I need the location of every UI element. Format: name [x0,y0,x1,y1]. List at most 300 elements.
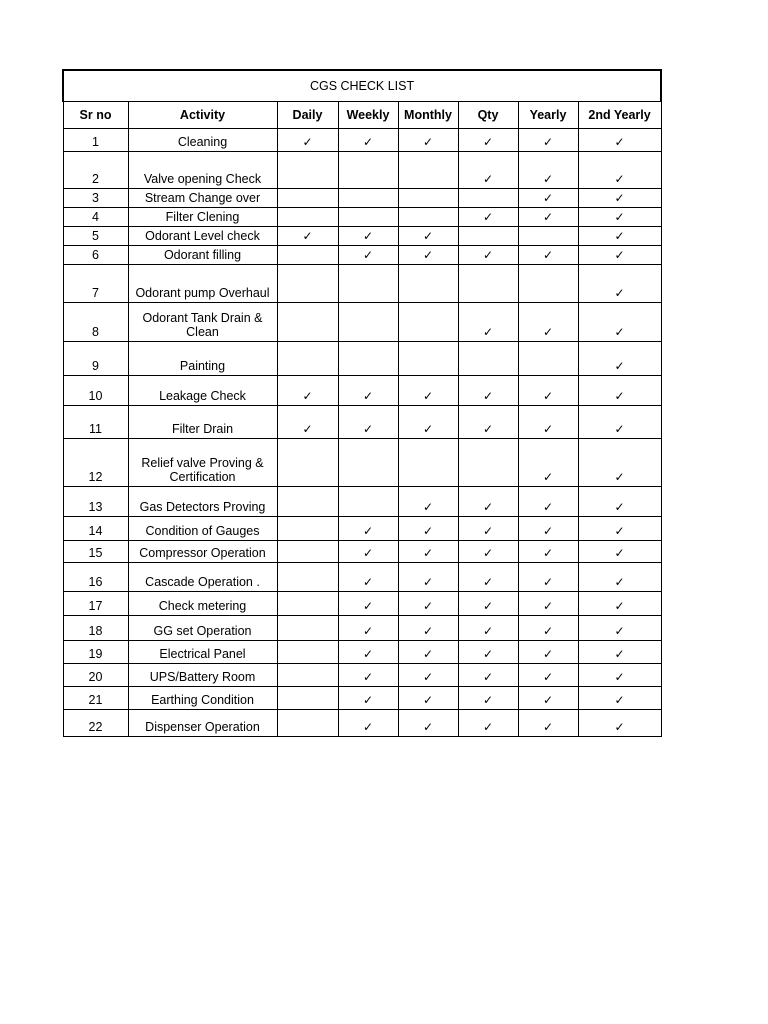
check-mark-icon: ✓ [542,210,554,224]
sr-no-cell: 12 [63,439,128,487]
weekly-cell [338,710,398,737]
check-mark-icon: ✓ [482,422,494,436]
sr-no-cell: 4 [63,208,128,227]
check-mark-icon: ✓ [614,172,625,186]
check-mark-icon: ✓ [422,693,434,707]
qty-cell [458,265,518,303]
daily-cell [277,342,338,376]
table-row [63,641,661,664]
qty-cell [458,592,518,616]
table-row [63,265,661,303]
check-mark-icon: ✓ [482,720,494,734]
check-mark-icon: ✓ [362,229,374,243]
sr-no-cell: 5 [63,227,128,246]
weekly-cell [338,406,398,439]
check-mark-icon: ✓ [362,575,374,589]
yearly2-cell [578,687,661,710]
header-activity: Activity [128,102,277,129]
yearly-cell [518,265,578,303]
check-mark-icon: ✓ [422,720,434,734]
yearly-cell [518,592,578,616]
yearly2-cell [578,541,661,563]
sr-no-cell: 3 [63,189,128,208]
checklist-sheet [62,69,662,737]
check-mark-icon: ✓ [362,670,374,684]
check-mark-icon: ✓ [542,599,554,613]
check-mark-icon: ✓ [482,524,494,538]
weekly-cell [338,487,398,517]
check-mark-icon: ✓ [482,389,494,403]
check-mark-icon: ✓ [422,624,434,638]
activity-cell: Painting [128,342,277,376]
activity-cell: Filter Drain [128,406,277,439]
check-mark-icon: ✓ [614,599,625,613]
sr-no-cell: 6 [63,246,128,265]
daily-cell [277,246,338,265]
activity-cell: Check metering [128,592,277,616]
qty-cell [458,189,518,208]
sr-no-cell: 16 [63,563,128,592]
check-mark-icon: ✓ [362,389,374,403]
yearly-cell [518,517,578,541]
check-mark-icon: ✓ [542,500,554,514]
activity-cell: Cascade Operation . [128,563,277,592]
yearly-cell [518,563,578,592]
monthly-cell [398,517,458,541]
activity-cell: Electrical Panel [128,641,277,664]
weekly-cell [338,246,398,265]
weekly-cell [338,265,398,303]
daily-cell [277,208,338,227]
daily-cell [277,592,338,616]
check-mark-icon: ✓ [614,286,625,300]
check-mark-icon: ✓ [614,229,625,243]
check-mark-icon: ✓ [422,248,434,262]
check-mark-icon: ✓ [614,670,625,684]
check-mark-icon: ✓ [482,248,494,262]
check-mark-icon: ✓ [614,693,625,707]
yearly2-cell [578,487,661,517]
check-mark-icon: ✓ [362,599,374,613]
yearly-cell [518,439,578,487]
yearly2-cell [578,376,661,406]
monthly-cell [398,641,458,664]
check-mark-icon: ✓ [302,229,313,243]
weekly-cell [338,208,398,227]
weekly-cell [338,664,398,687]
table-row [63,563,661,592]
check-mark-icon: ✓ [482,599,494,613]
yearly-cell [518,710,578,737]
sr-no-cell: 10 [63,376,128,406]
yearly-cell [518,487,578,517]
activity-cell: Stream Change over [128,189,277,208]
sr-no-cell: 9 [63,342,128,376]
yearly-cell [518,129,578,152]
checklist-body [63,129,661,737]
activity-cell: Compressor Operation [128,541,277,563]
check-mark-icon: ✓ [482,325,494,339]
sr-no-cell: 15 [63,541,128,563]
activity-cell: Odorant Level check [128,227,277,246]
check-mark-icon: ✓ [542,389,554,403]
check-mark-icon: ✓ [422,135,434,149]
weekly-cell [338,592,398,616]
weekly-cell [338,342,398,376]
header-row [63,102,661,129]
monthly-cell [398,129,458,152]
monthly-cell [398,189,458,208]
sr-no-cell: 14 [63,517,128,541]
monthly-cell [398,541,458,563]
yearly2-cell [578,710,661,737]
check-mark-icon: ✓ [614,389,625,403]
check-mark-icon: ✓ [302,135,313,149]
header-monthly: Monthly [398,102,458,129]
sr-no-cell: 11 [63,406,128,439]
header-sr-no: Sr no [63,102,128,129]
check-mark-icon: ✓ [614,575,625,589]
monthly-cell [398,616,458,641]
weekly-cell [338,541,398,563]
monthly-cell [398,439,458,487]
sr-no-cell: 7 [63,265,128,303]
header-qty: Qty [458,102,518,129]
check-mark-icon: ✓ [542,248,554,262]
weekly-cell [338,303,398,342]
daily-cell [277,152,338,189]
qty-cell [458,208,518,227]
sr-no-cell: 19 [63,641,128,664]
yearly2-cell [578,208,661,227]
monthly-cell [398,376,458,406]
check-mark-icon: ✓ [422,229,434,243]
qty-cell [458,641,518,664]
daily-cell [277,563,338,592]
sr-no-cell: 13 [63,487,128,517]
yearly-cell [518,641,578,664]
table-row [63,303,661,342]
check-mark-icon: ✓ [542,693,554,707]
daily-cell [277,303,338,342]
table-row [63,342,661,376]
table-row [63,246,661,265]
monthly-cell [398,265,458,303]
check-mark-icon: ✓ [482,670,494,684]
checklist-table [62,69,662,737]
header-yearly: Yearly [518,102,578,129]
weekly-cell [338,189,398,208]
qty-cell [458,664,518,687]
qty-cell [458,563,518,592]
activity-cell: Odorant Tank Drain & Clean [128,303,277,342]
daily-cell [277,227,338,246]
yearly-cell [518,376,578,406]
yearly2-cell [578,616,661,641]
table-row [63,517,661,541]
yearly-cell [518,342,578,376]
daily-cell [277,641,338,664]
check-mark-icon: ✓ [614,210,625,224]
check-mark-icon: ✓ [614,524,625,538]
yearly2-cell [578,129,661,152]
check-mark-icon: ✓ [542,191,554,205]
daily-cell [277,664,338,687]
monthly-cell [398,152,458,189]
monthly-cell [398,563,458,592]
table-row [63,487,661,517]
check-mark-icon: ✓ [542,647,554,661]
sr-no-cell: 20 [63,664,128,687]
sr-no-cell: 8 [63,303,128,342]
check-mark-icon: ✓ [362,422,374,436]
check-mark-icon: ✓ [362,624,374,638]
yearly-cell [518,246,578,265]
table-row [63,541,661,563]
monthly-cell [398,710,458,737]
activity-cell: Earthing Condition [128,687,277,710]
yearly2-cell [578,563,661,592]
check-mark-icon: ✓ [482,210,494,224]
check-mark-icon: ✓ [614,422,625,436]
monthly-cell [398,664,458,687]
check-mark-icon: ✓ [614,135,625,149]
check-mark-icon: ✓ [422,524,434,538]
daily-cell [277,129,338,152]
check-mark-icon: ✓ [362,248,374,262]
weekly-cell [338,563,398,592]
weekly-cell [338,129,398,152]
check-mark-icon: ✓ [614,500,625,514]
daily-cell [277,376,338,406]
daily-cell [277,710,338,737]
check-mark-icon: ✓ [482,135,494,149]
table-row [63,208,661,227]
yearly-cell [518,189,578,208]
yearly2-cell [578,246,661,265]
qty-cell [458,246,518,265]
check-mark-icon: ✓ [422,389,434,403]
monthly-cell [398,687,458,710]
header-daily: Daily [277,102,338,129]
check-mark-icon: ✓ [542,575,554,589]
check-mark-icon: ✓ [362,546,374,560]
qty-cell [458,152,518,189]
table-row [63,616,661,641]
table-row [63,439,661,487]
sr-no-cell: 18 [63,616,128,641]
qty-cell [458,541,518,563]
check-mark-icon: ✓ [302,422,313,436]
table-row [63,710,661,737]
qty-cell [458,406,518,439]
check-mark-icon: ✓ [362,135,374,149]
check-mark-icon: ✓ [362,647,374,661]
check-mark-icon: ✓ [614,191,625,205]
yearly2-cell [578,227,661,246]
yearly2-cell [578,664,661,687]
sr-no-cell: 21 [63,687,128,710]
table-row [63,189,661,208]
table-row [63,592,661,616]
check-mark-icon: ✓ [362,720,374,734]
check-mark-icon: ✓ [362,524,374,538]
check-mark-icon: ✓ [422,575,434,589]
check-mark-icon: ✓ [614,470,625,484]
check-mark-icon: ✓ [542,720,554,734]
daily-cell [277,616,338,641]
weekly-cell [338,687,398,710]
check-mark-icon: ✓ [542,422,554,436]
yearly2-cell [578,189,661,208]
check-mark-icon: ✓ [422,647,434,661]
table-row [63,129,661,152]
weekly-cell [338,641,398,664]
weekly-cell [338,517,398,541]
weekly-cell [338,152,398,189]
monthly-cell [398,406,458,439]
check-mark-icon: ✓ [614,546,625,560]
check-mark-icon: ✓ [482,647,494,661]
yearly2-cell [578,641,661,664]
yearly2-cell [578,517,661,541]
yearly-cell [518,227,578,246]
sr-no-cell: 2 [63,152,128,189]
activity-cell: Dispenser Operation [128,710,277,737]
qty-cell [458,303,518,342]
yearly2-cell [578,406,661,439]
yearly2-cell [578,303,661,342]
check-mark-icon: ✓ [422,599,434,613]
check-mark-icon: ✓ [542,546,554,560]
check-mark-icon: ✓ [542,470,554,484]
check-mark-icon: ✓ [422,546,434,560]
check-mark-icon: ✓ [614,248,625,262]
check-mark-icon: ✓ [482,624,494,638]
monthly-cell [398,303,458,342]
check-mark-icon: ✓ [362,693,374,707]
check-mark-icon: ✓ [482,172,494,186]
check-mark-icon: ✓ [482,500,494,514]
qty-cell [458,376,518,406]
weekly-cell [338,227,398,246]
activity-cell: Condition of Gauges [128,517,277,541]
check-mark-icon: ✓ [542,524,554,538]
activity-cell: Relief valve Proving & Certification [128,439,277,487]
check-mark-icon: ✓ [614,720,625,734]
yearly-cell [518,541,578,563]
yearly2-cell [578,265,661,303]
yearly-cell [518,303,578,342]
sr-no-cell: 17 [63,592,128,616]
yearly2-cell [578,439,661,487]
check-mark-icon: ✓ [482,546,494,560]
yearly-cell [518,406,578,439]
monthly-cell [398,246,458,265]
activity-cell: Valve opening Check [128,152,277,189]
table-row [63,406,661,439]
check-mark-icon: ✓ [422,500,434,514]
checklist-title: CGS CHECK LIST [63,70,661,102]
table-row [63,664,661,687]
daily-cell [277,541,338,563]
yearly-cell [518,687,578,710]
daily-cell [277,406,338,439]
qty-cell [458,687,518,710]
table-row [63,227,661,246]
activity-cell: Odorant pump Overhaul [128,265,277,303]
weekly-cell [338,376,398,406]
check-mark-icon: ✓ [614,359,625,373]
check-mark-icon: ✓ [542,624,554,638]
daily-cell [277,439,338,487]
yearly-cell [518,664,578,687]
table-row [63,376,661,406]
weekly-cell [338,439,398,487]
activity-cell: Cleaning [128,129,277,152]
yearly-cell [518,152,578,189]
check-mark-icon: ✓ [422,422,434,436]
activity-cell: Filter Clening [128,208,277,227]
monthly-cell [398,592,458,616]
check-mark-icon: ✓ [614,647,625,661]
yearly-cell [518,208,578,227]
qty-cell [458,129,518,152]
table-row [63,152,661,189]
daily-cell [277,517,338,541]
table-row [63,687,661,710]
daily-cell [277,687,338,710]
sr-no-cell: 22 [63,710,128,737]
check-mark-icon: ✓ [482,575,494,589]
check-mark-icon: ✓ [542,172,554,186]
yearly2-cell [578,152,661,189]
check-mark-icon: ✓ [542,135,554,149]
check-mark-icon: ✓ [614,624,625,638]
weekly-cell [338,616,398,641]
check-mark-icon: ✓ [614,325,625,339]
monthly-cell [398,487,458,517]
activity-cell: GG set Operation [128,616,277,641]
yearly2-cell [578,342,661,376]
check-mark-icon: ✓ [542,670,554,684]
qty-cell [458,616,518,641]
yearly-cell [518,616,578,641]
qty-cell [458,439,518,487]
daily-cell [277,189,338,208]
header-2nd-yearly: 2nd Yearly [578,102,661,129]
monthly-cell [398,208,458,227]
qty-cell [458,227,518,246]
qty-cell [458,517,518,541]
daily-cell [277,487,338,517]
activity-cell: Gas Detectors Proving [128,487,277,517]
check-mark-icon: ✓ [482,693,494,707]
qty-cell [458,342,518,376]
daily-cell [277,265,338,303]
activity-cell: Odorant filling [128,246,277,265]
qty-cell [458,710,518,737]
check-mark-icon: ✓ [422,670,434,684]
monthly-cell [398,342,458,376]
activity-cell: Leakage Check [128,376,277,406]
qty-cell [458,487,518,517]
yearly2-cell [578,592,661,616]
sr-no-cell: 1 [63,129,128,152]
check-mark-icon: ✓ [302,389,313,403]
monthly-cell [398,227,458,246]
activity-cell: UPS/Battery Room [128,664,277,687]
